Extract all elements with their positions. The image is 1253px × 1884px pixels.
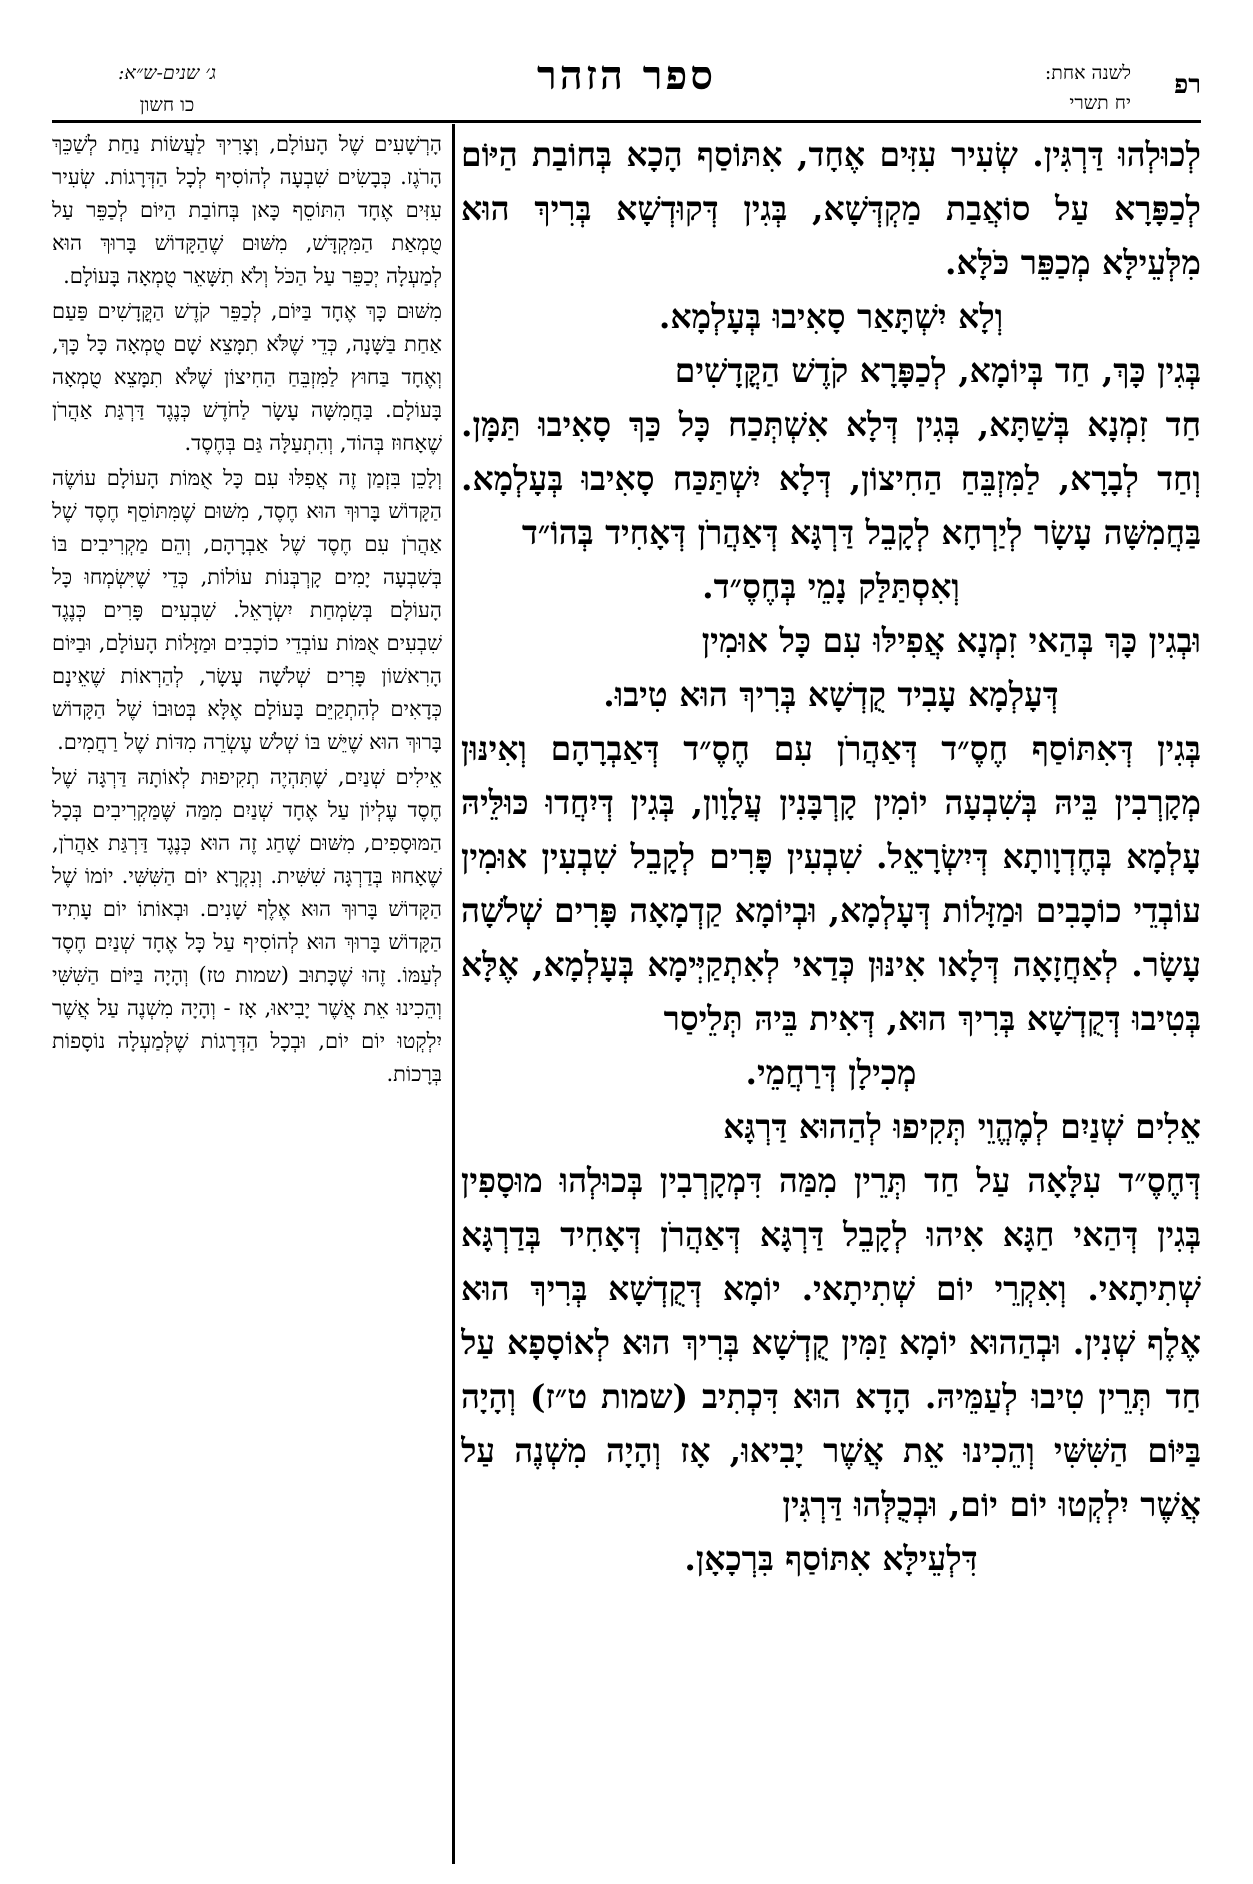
header-right-line2: יח תשרי <box>1069 92 1131 114</box>
main-paragraph: וְאִסְתַּלַּק נָמֵי בְּחֶסֶ״ד. <box>702 567 960 606</box>
main-paragraph: בְּגִין דְּאִתּוֹסַף חֶסֶ״ד דְּאַהֲרֹן עִם חֶסֶ״ד דְּאַבְרָהָם וְאִינּוּן מְקָרְבִין בֵּיהּ בְּשִׁבְעָה יוֹמִין קָרְבָּנִין עֲלָוָון, בְּגִין דְּיִחֲדוּ כּוּלֵּיהּ עָלְמָא בְּחֶדְוָותָא דְּיִשְׂרָאֵל. שִׁבְעִין פָּרִים לְקָבֵל שִׁבְעִין אוּמִין עוֹבְדֵי כוֹכָבִים וּמַזָּלוֹת דְּעָלְמָא, וּבְיוֹמָא קַדְמָאָה פָּרִים שְׁלֹשָׁה עָשָׂר. לְאַחֲזָאָה דְּלָאו אִינּוּן כְּדַאי לְאִתְקַיְּימָא בְּעָלְמָא, אֶלָּא בְּטִיבוּ דְּקֻדְשָׁא בְּרִיךְ הוּא, דְּאִית בֵּיהּ תְּלֵיסַר <box>461 729 1201 1038</box>
translation-column <box>52 128 442 1868</box>
header-left-line2-wrap <box>52 90 282 120</box>
main-paragraph: מְכִילָן דְּרַחֲמֵי. <box>745 1053 917 1092</box>
main-paragraph: דְּחֶסֶ״ד עִלָּאָה עַל חַד תְּרֵין מִמַּה דִּמְקָרְבִין בְּכוּלְהוּ מוּסָפִין בְּגִין דְּהַאי חַגָּא אִיהוּ לְקָבֵל דַּרְגָּא דְּאַהֲרֹן דְּאָחִיד בְּדַרְגָּא שְׁתִיתָאי. וְאִקְרֵי יוֹם שְׁתִיתָאי. יוֹמָא דְּקֻדְשָׁא בְּרִיךְ הוּא אֶלֶף שְׁנִין. וּבְהַהוּא יוֹמָא זַמִּין קֻדְשָׁא בְּרִיךְ הוּא לְאוֹסָפָא עַל חַד תְּרֵין טִיבוּ לְעַמֵּיהּ. הָדָא הוּא דִּכְתִיב (שמות ט״ז) וְהָיָה בַּיּוֹם הַשִּׁשִּׁי וְהֵכִינוּ אֵת אֲשֶׁר יָבִיאוּ, אָז וְהָיָה מִשְׁנֶה עַל אֲשֶׁר יִלְקְטוּ יוֹם יוֹם, וּבְכֻלְּהוּ דַּרְגִּין <box>461 1161 1201 1524</box>
main-paragraph: וּבְגִין כָּךְ בְּהַאי זִמְנָא אֲפִילּוּ עִם כָּל אוּמִין <box>701 621 1201 660</box>
main-paragraph: לְכוּלְהוּ דַּרְגִּין. שְׂעִיר עִזִּים אֶחָד, אִתּוֹסַף הָכָא בְּחוֹבַת הַיּוֹם לְכַפָּרָא עַל סוֹאֲבַת מַקְדְּשָׁא, בְּגִין דְּקוּדְשָׁא בְּרִיךְ הוּא מִלְּעֵילָּא מְכַפֵּר כֹּלָּא. <box>461 135 1201 282</box>
header-right-line1: לשנה אחת: <box>1044 62 1131 84</box>
translation-paragraph: הָרְשָׁעִים שֶׁל הָעוֹלָם, וְצָרִיךְ לַעֲשׂוֹת נַחַת לְשַׁכֵּךְ הָרֹגֶז. כְּבָשִׂים שִׁבְעָה לְהוֹסִיף לְכָל הַדְּרָגוֹת. שְׂעִיר עִזִּים אֶחָד הִתּוֹסֵף כָּאן בְּחוֹבַת הַיּוֹם לְכַפֵּר עַל טֻמְאַת הַמִּקְדָּשׁ, מִשּׁוּם שֶׁהַקָּדוֹשׁ בָּרוּךְ הוּא לְמַעְלָה יְכַפֵּר עַל הַכֹּל וְלֹא תִשָּׁאֵר טֻמְאָה בָּעוֹלָם. <box>52 132 442 288</box>
book-title: ספר הזהר <box>537 52 716 99</box>
page-header <box>52 52 1201 122</box>
header-left-line1: ג׳ שנים-ש״א: <box>117 62 217 84</box>
translation-paragraph: אֵילִים שְׁנַיִם, שֶׁתִּהְיֶה תְקִיפוּת לְאוֹתָהּ דַּרְגָּה שֶׁל חֶסֶד עֶלְיוֹן עַל אֶחָד שְׁנַיִם מִמַּה שֶּׁמַּקְרִיבִים בְּכָל הַמּוּסָפִים, מִשּׁוּם שֶׁחַג זֶה הוּא כְּנֶגֶד דַּרְגַּת אַהֲרֹן, שֶׁאָחוּז בְּדַרְגָּה שִׁשִּׁית. וְנִקְרָא יוֹם הַשִּׁשִּׁי. יוֹמוֹ שֶׁל הַקָּדוֹשׁ בָּרוּךְ הוּא אֶלֶף שָׁנִים. וּבְאוֹתוֹ יוֹם עָתִיד הַקָּדוֹשׁ בָּרוּךְ הוּא לְהוֹסִיף עַל כָּל אֶחָד שְׁנַיִם חֶסֶד לְעַמּוֹ. זֶהוּ שֶׁכָּתוּב (שמות טז) וְהָיָה בַּיּוֹם הַשִּׁשִּׁי וְהֵכִינוּ אֵת אֲשֶׁר יָבִיאוּ, אָז - וְהָיָה מִשְׁנֶה עַל אֲשֶׁר יִלְקְטוּ יוֹם יוֹם, וּבְכָל הַדְּרָגוֹת שֶׁלְּמַעְלָה נוֹסָפוֹת בְּרָכוֹת. <box>52 765 442 1086</box>
header-left <box>52 58 282 120</box>
page-number: רפ <box>1174 70 1201 100</box>
main-paragraph: וְלָא יִשְׁתָּאַר סָאִיבוּ בְּעָלְמָא. <box>658 297 1004 336</box>
column-divider <box>452 124 455 1864</box>
header-rule <box>52 120 1201 123</box>
header-left-line2: כו חשון <box>139 94 195 116</box>
main-column <box>461 128 1201 1868</box>
main-paragraph: דְּעָלְמָא עָבִיד קֻדְשָׁא בְּרִיךְ הוּא טִיבוּ. <box>603 675 1059 714</box>
main-paragraph: דִּלְעֵילָּא אִתּוֹסַף בִּרְכָאָן. <box>684 1539 978 1578</box>
translation-paragraph: וְלָכֵן בִּזְמַן זֶה אֲפִלּוּ עִם כָּל אֻמּוֹת הָעוֹלָם עוֹשֶׂה הַקָּדוֹשׁ בָּרוּךְ הוּא חֶסֶד, מִשּׁוּם שֶׁמִּתּוֹסֵף חֶסֶד שֶׁל אַהֲרֹן עִם חֶסֶד שֶׁל אַבְרָהָם, וְהֵם מַקְרִיבִים בּוֹ בְּשִׁבְעָה יָמִים קָרְבְּנוֹת עוֹלוֹת, כְּדֵי שֶׁיִּשְׂמְחוּ כָּל הָעוֹלָם בְּשִׂמְחַת יִשְׂרָאֵל. שִׁבְעִים פָּרִים כְּנֶגֶד שִׁבְעִים אֻמּוֹת עוֹבְדֵי כוֹכָבִים וּמַזָּלוֹת הָעוֹלָם, וּבַיּוֹם הָרִאשׁוֹן פָּרִים שְׁלֹשָׁה עָשָׂר, לְהַרְאוֹת שֶׁאֵינָם כְּדָאִים לְהִתְקַיֵּם בָּעוֹלָם אֶלָּא בְּטוּבוֹ שֶׁל הַקָּדוֹשׁ בָּרוּךְ הוּא שֶׁיֵּשׁ בּוֹ שְׁלֹשׁ עֶשְׂרֵה מִדּוֹת שֶׁל רַחֲמִים. <box>52 466 442 754</box>
main-paragraph: בְּגִין כָּךְ, חַד בְּיוֹמָא, לְכַפָּרָא קֹדֶשׁ הַקֳּדָשִׁים <box>674 351 1201 390</box>
translation-paragraph: מִשּׁוּם כָּךְ אֶחָד בַּיּוֹם, לְכַפֵּר קֹדֶשׁ הַקֳּדָשִׁים פַּעַם אַחַת בַּשָּׁנָה, כְּדֵי שֶׁלֹּא תִמָּצֵא שָׁם טֻמְאָה כָּל כָּךְ, וְאֶחָד בַּחוּץ לַמִּזְבֵּחַ הַחִיצוֹן שֶׁלֹּא תִמָּצֵא טֻמְאָה בָּעוֹלָם. בַּחֲמִשָּׁה עָשָׂר לַחֹדֶשׁ כְּנֶגֶד דַּרְגַּת אַהֲרֹן שֶׁאָחוּז בְּהוֹד, וְהִתְעַלָּה גַּם בְּחֶסֶד. <box>52 299 442 455</box>
main-paragraph: חַד זִמְנָא בְּשַׁתָּא, בְּגִין דְּלָא אִשְׁתְּכַח כָּל כַּךְ סָאִיבוּ תַּמָּן. וְחַד לְבָרָא, לַמִּזְבֵּחַ הַחִיצוֹן, דְּלָא יִשְׁתַּכַּח סָאִיבוּ בְּעָלְמָא. בַּחֲמִשָּׁה עָשָׂר לְיַרְחָא לְקָבֵל דַּרְגָּא דְּאַהֲרֹן דְּאָחִיד בְּהוֹ״ד <box>461 405 1201 552</box>
main-paragraph: אֵלִים שְׁנַיִם לְמֶהֱוֵי תְּקִיפוּ לְהַהוּא דַּרְגָּא <box>723 1107 1201 1146</box>
